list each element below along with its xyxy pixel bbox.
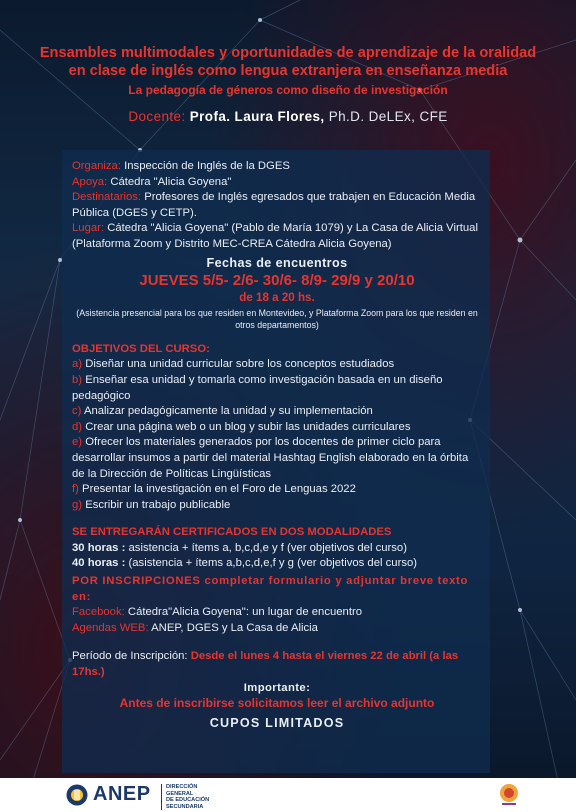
item-letter: e) <box>72 436 83 449</box>
facebook-label: Facebook: <box>72 606 125 619</box>
apoya-line <box>72 175 482 191</box>
item-letter: d) <box>72 420 83 433</box>
item-text: Diseñar una unidad curricular sobre los conceptos estudiados <box>85 358 395 371</box>
fechas-heading: Fechas de encuentros <box>206 255 348 270</box>
cert-hours: 40 horas : <box>72 557 126 570</box>
importante-heading: Importante: <box>243 681 311 694</box>
agendas-label: Agendas WEB: <box>72 621 149 634</box>
item-letter: a) <box>72 358 83 371</box>
footer <box>0 778 576 812</box>
apoya-label: Apoya: <box>72 175 108 188</box>
page-title <box>10 44 566 80</box>
fechas-note: (Asistencia presencial para los que residen en Montevideo, y Plataforma Zoom para los que residen en otros departamentos) <box>76 307 478 331</box>
destinatarios-line <box>72 190 482 221</box>
item-text: Enseñar esa unidad y tomarla como investigación basada en un diseño pedagógico <box>72 373 443 402</box>
docente-name: Profa. Laura Flores, <box>189 109 325 124</box>
cert-text: (asistencia + ítems a,b,c,d,e,f y g (ver objetivos del curso) <box>128 557 418 570</box>
dgs-line-2: DE EDUCACIÓN <box>166 797 210 804</box>
organiza-value: Inspección de Inglés de la DGES <box>124 160 290 172</box>
header <box>0 44 576 97</box>
destinatarios-value: Profesores de Inglés egresados que trabajen en Educación Media Pública (DGES y CETP). <box>72 191 476 219</box>
cert-line <box>72 556 482 572</box>
anep-logo: ANEP <box>93 783 151 805</box>
list-item <box>72 373 482 404</box>
item-letter: c) <box>72 405 82 418</box>
inscripciones-heading: POR INSCRIPCIONES completar formulario y adjuntar breve texto en: <box>72 575 469 603</box>
list-item <box>72 420 482 436</box>
item-letter: g) <box>72 498 83 511</box>
title-line-2: en clase de inglés como lengua extranjera en enseñanza media <box>68 63 508 79</box>
content <box>72 159 482 731</box>
destinatarios-label: Destinatarios: <box>72 191 142 204</box>
importante-text: Antes de inscribirse solicitamos leer el archivo adjunto <box>119 696 435 711</box>
organiza-label: Organiza: <box>72 160 121 172</box>
dgs-line-3: SECUNDARIA <box>166 803 204 810</box>
item-letter: b) <box>72 373 83 386</box>
objetivos-heading: OBJETIVOS DEL CURSO: <box>72 342 210 355</box>
certificados-heading: SE ENTREGARÁN CERTIFICADOS EN DOS MODALIDADES <box>72 526 392 539</box>
fechas-hours: de 18 a 20 hs. <box>239 291 315 305</box>
list-item <box>72 404 482 420</box>
uruguay-sun-icon <box>66 784 88 806</box>
item-text: Crear una página web o un blog y subir las unidades curriculares <box>85 420 411 433</box>
lugar-line <box>72 221 482 252</box>
item-text: Escribir un trabajo publicable <box>85 498 231 511</box>
agendas-value: ANEP, DGES y La Casa de Alicia <box>151 621 318 634</box>
docente-credentials: Ph.D. DeLEx, CFE <box>328 109 448 124</box>
dgs-logo <box>161 784 224 810</box>
facebook-value: Cátedra"Alicia Goyena": un lugar de encuentro <box>127 606 363 619</box>
cert-line <box>72 541 482 557</box>
periodo-value: Desde el lunes 4 hasta el viernes 22 de abril (a las 17hs.) <box>72 650 459 679</box>
item-text: Ofrecer los materiales generados por los docentes de primer ciclo para desarrollar insumos a partir del material Hashtag English elaborado en la órbita de la Dirección de Políticas Lingüísticas <box>72 436 469 480</box>
item-text: Presentar la investigación en el Foro de Lenguas 2022 <box>82 483 356 496</box>
facebook-line <box>72 605 482 621</box>
list-item <box>72 482 482 498</box>
agendas-line <box>72 621 482 637</box>
periodo-line <box>72 649 482 680</box>
list-item <box>72 435 482 482</box>
list-item <box>72 357 482 373</box>
casa-de-alicia-logo-icon <box>496 782 522 808</box>
cupos-limitados: CUPOS LIMITADOS <box>209 715 345 730</box>
item-text: Analizar pedagógicamente la unidad y su implementación <box>83 405 373 418</box>
lugar-label: Lugar: <box>72 222 105 235</box>
lugar-value: Cátedra "Alicia Goyena" (Pablo de María 1079) y La Casa de Alicia Virtual (Plataforma Zoom y Distrito MEC-CREA Cátedra Alicia Goyena) <box>72 222 478 250</box>
dgs-line-1: DIRECCIÓN GENERAL <box>166 784 198 797</box>
docente-line <box>0 109 576 124</box>
objetivos-list <box>72 357 482 513</box>
apoya-value: Cátedra "Alicia Goyena" <box>110 175 232 188</box>
cert-hours: 30 horas : <box>72 541 126 554</box>
title-line-1: Ensambles multimodales y oportunidades de aprendizaje de la oralidad <box>39 45 537 61</box>
fechas-days: JUEVES 5/5- 2/6- 30/6- 8/9- 29/9 y 20/10 <box>139 272 415 290</box>
periodo-label: Período de Inscripción: <box>72 650 188 663</box>
organiza-line <box>72 159 482 175</box>
list-item <box>72 498 482 514</box>
docente-label: Docente: <box>128 109 186 124</box>
page-subtitle: La pedagogía de géneros como diseño de investigación <box>128 83 448 97</box>
cert-text: asistencia + ítems a, b,c,d,e y f (ver objetivos del curso) <box>128 541 407 554</box>
item-letter: f) <box>72 483 79 496</box>
